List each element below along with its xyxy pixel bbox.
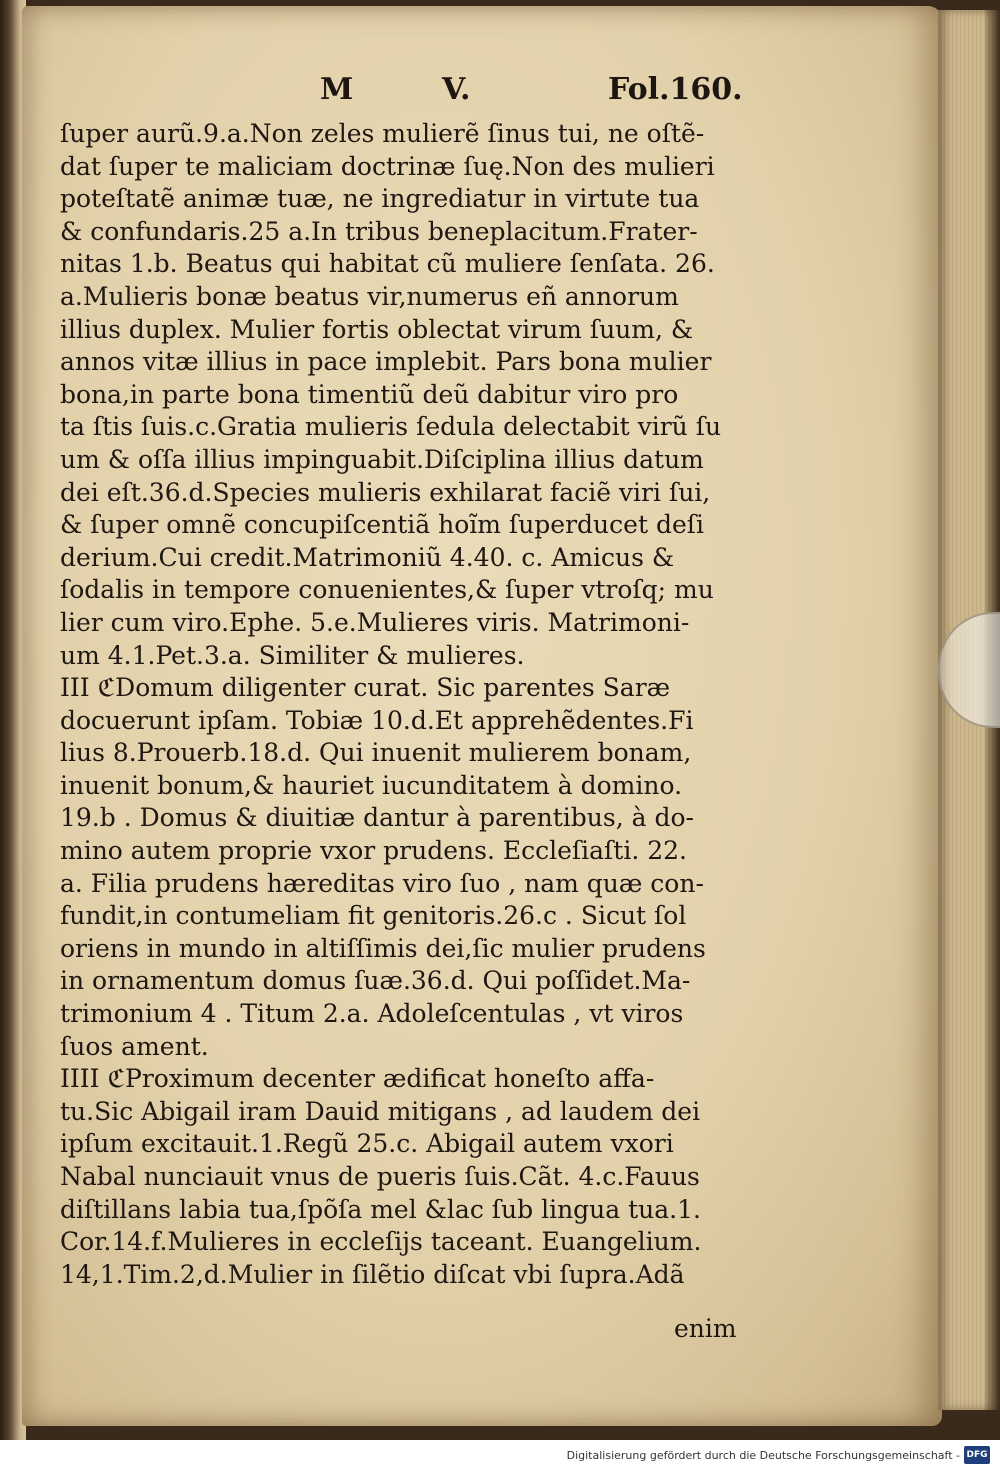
text-line: inuenit bonum,& hauriet iucunditatem à domino. — [60, 770, 683, 800]
text-line: III ℭDomum diligenter curat. Sic parentes Saræ — [60, 673, 671, 703]
text-line: Nabal nunciauit vnus de pueris ſuis.Cãt. 4.c.Fauus — [60, 1162, 700, 1191]
text-line: dei eſt.36.d.Species mulieris exhilarat faciẽ viri ſui, — [60, 477, 711, 507]
text-line: fundit,in contumeliam fit genitoris.26.c . Sicut ſol — [60, 901, 687, 931]
running-head-left: M — [320, 72, 354, 107]
text-line: lier cum viro.Ephe. 5.e.Mulieres viris. Matrimoni- — [60, 607, 690, 637]
text-line: mino autem proprie vxor prudens. Eccleſiaſti. 22. — [60, 836, 687, 866]
text-line: & ſuper omnẽ concupiſcentiã hoĩm ſuperducet deſi — [60, 510, 704, 540]
text-line: illius duplex. Mulier fortis oblectat virum ſuum, & — [60, 314, 694, 344]
text-line: 14,1.Tim.2,d.Mulier in ſilẽtio diſcat vbi ſupra.Adã — [60, 1259, 685, 1289]
text-line: in ornamentum domus ſuæ.36.d. Qui poſſidet.Ma- — [60, 966, 691, 996]
running-head — [0, 72, 1000, 112]
text-line: derium.Cui credit.Matrimoniũ 4.40. c. Amicus & — [60, 542, 675, 572]
digitization-footer — [0, 1440, 1000, 1471]
text-line: Cor.14.f.Mulieres in eccleſijs taceant. Euangelium. — [60, 1227, 702, 1257]
text-line: ipſum excitauit.1.Regũ 25.c. Abigail autem vxori — [60, 1129, 674, 1159]
text-line: ſodalis in tempore conuenientes,& ſuper vtroſq; mu — [60, 575, 714, 605]
text-line: nitas 1.b. Beatus qui habitat cũ muliere ſenſata. 26. — [60, 249, 715, 279]
text-line: 19.b . Domus & diuitiæ dantur à parentibus, à do- — [60, 803, 694, 833]
text-line: bona,in parte bona timentiũ deũ dabitur viro pro — [60, 379, 679, 409]
dfg-logo: DFG — [964, 1446, 990, 1464]
body-text — [60, 118, 760, 1291]
running-head-center: V. — [442, 72, 471, 107]
text-line: ſuper aurũ.9.a.Non zeles mulierẽ ſinus tui, ne oſtẽ- — [60, 119, 705, 148]
catchword: enim — [674, 1314, 737, 1343]
text-line: um 4.1.Pet.3.a. Similiter & mulieres. — [60, 640, 525, 670]
text-line: poteſtatẽ animæ tuæ, ne ingrediatur in virtute tua — [60, 184, 700, 214]
folio-number: Fol.160. — [608, 72, 743, 107]
text-line: a. Filia prudens hæreditas viro ſuo , nam quæ con- — [60, 868, 704, 898]
text-line: ſuos ament. — [60, 1031, 209, 1061]
text-line: docuerunt ipſam. Tobiæ 10.d.Et apprehẽdentes.Fi — [60, 705, 694, 735]
text-line: a.Mulieris bonæ beatus vir,numerus eñ annorum — [60, 281, 679, 311]
text-line: IIII ℭProximum decenter ædificat honeſto affa- — [60, 1064, 655, 1094]
text-line: um & oſſa illius impinguabit.Diſciplina illius datum — [60, 444, 704, 474]
text-line: annos vitæ illius in pace implebit. Pars bona mulier — [60, 347, 712, 377]
text-line: trimonium 4 . Titum 2.a. Adoleſcentulas , vt viros — [60, 999, 684, 1029]
text-line: diſtillans labia tua,ſpõſa mel &lac ſub lingua tua.1. — [60, 1194, 701, 1224]
text-line: lius 8.Prouerb.18.d. Qui inuenit mulierem bonam, — [60, 738, 692, 768]
text-line: tu.Sic Abigail iram Dauid mitigans , ad laudem dei — [60, 1096, 701, 1126]
text-line: dat ſuper te maliciam doctrinæ ſuę.Non des mulieri — [60, 151, 715, 181]
text-line: & confundaris.25 a.In tribus beneplacitum.Frater- — [60, 216, 698, 246]
text-line: ta ſtis ſuis.c.Gratia mulieris ſedula delectabit virũ ſu — [60, 412, 722, 442]
funding-credit: Digitalisierung gefördert durch die Deutsche Forschungsgemeinschaft - — [566, 1449, 960, 1462]
text-line: oriens in mundo in altiſſimis dei,ſic mulier prudens — [60, 933, 706, 963]
